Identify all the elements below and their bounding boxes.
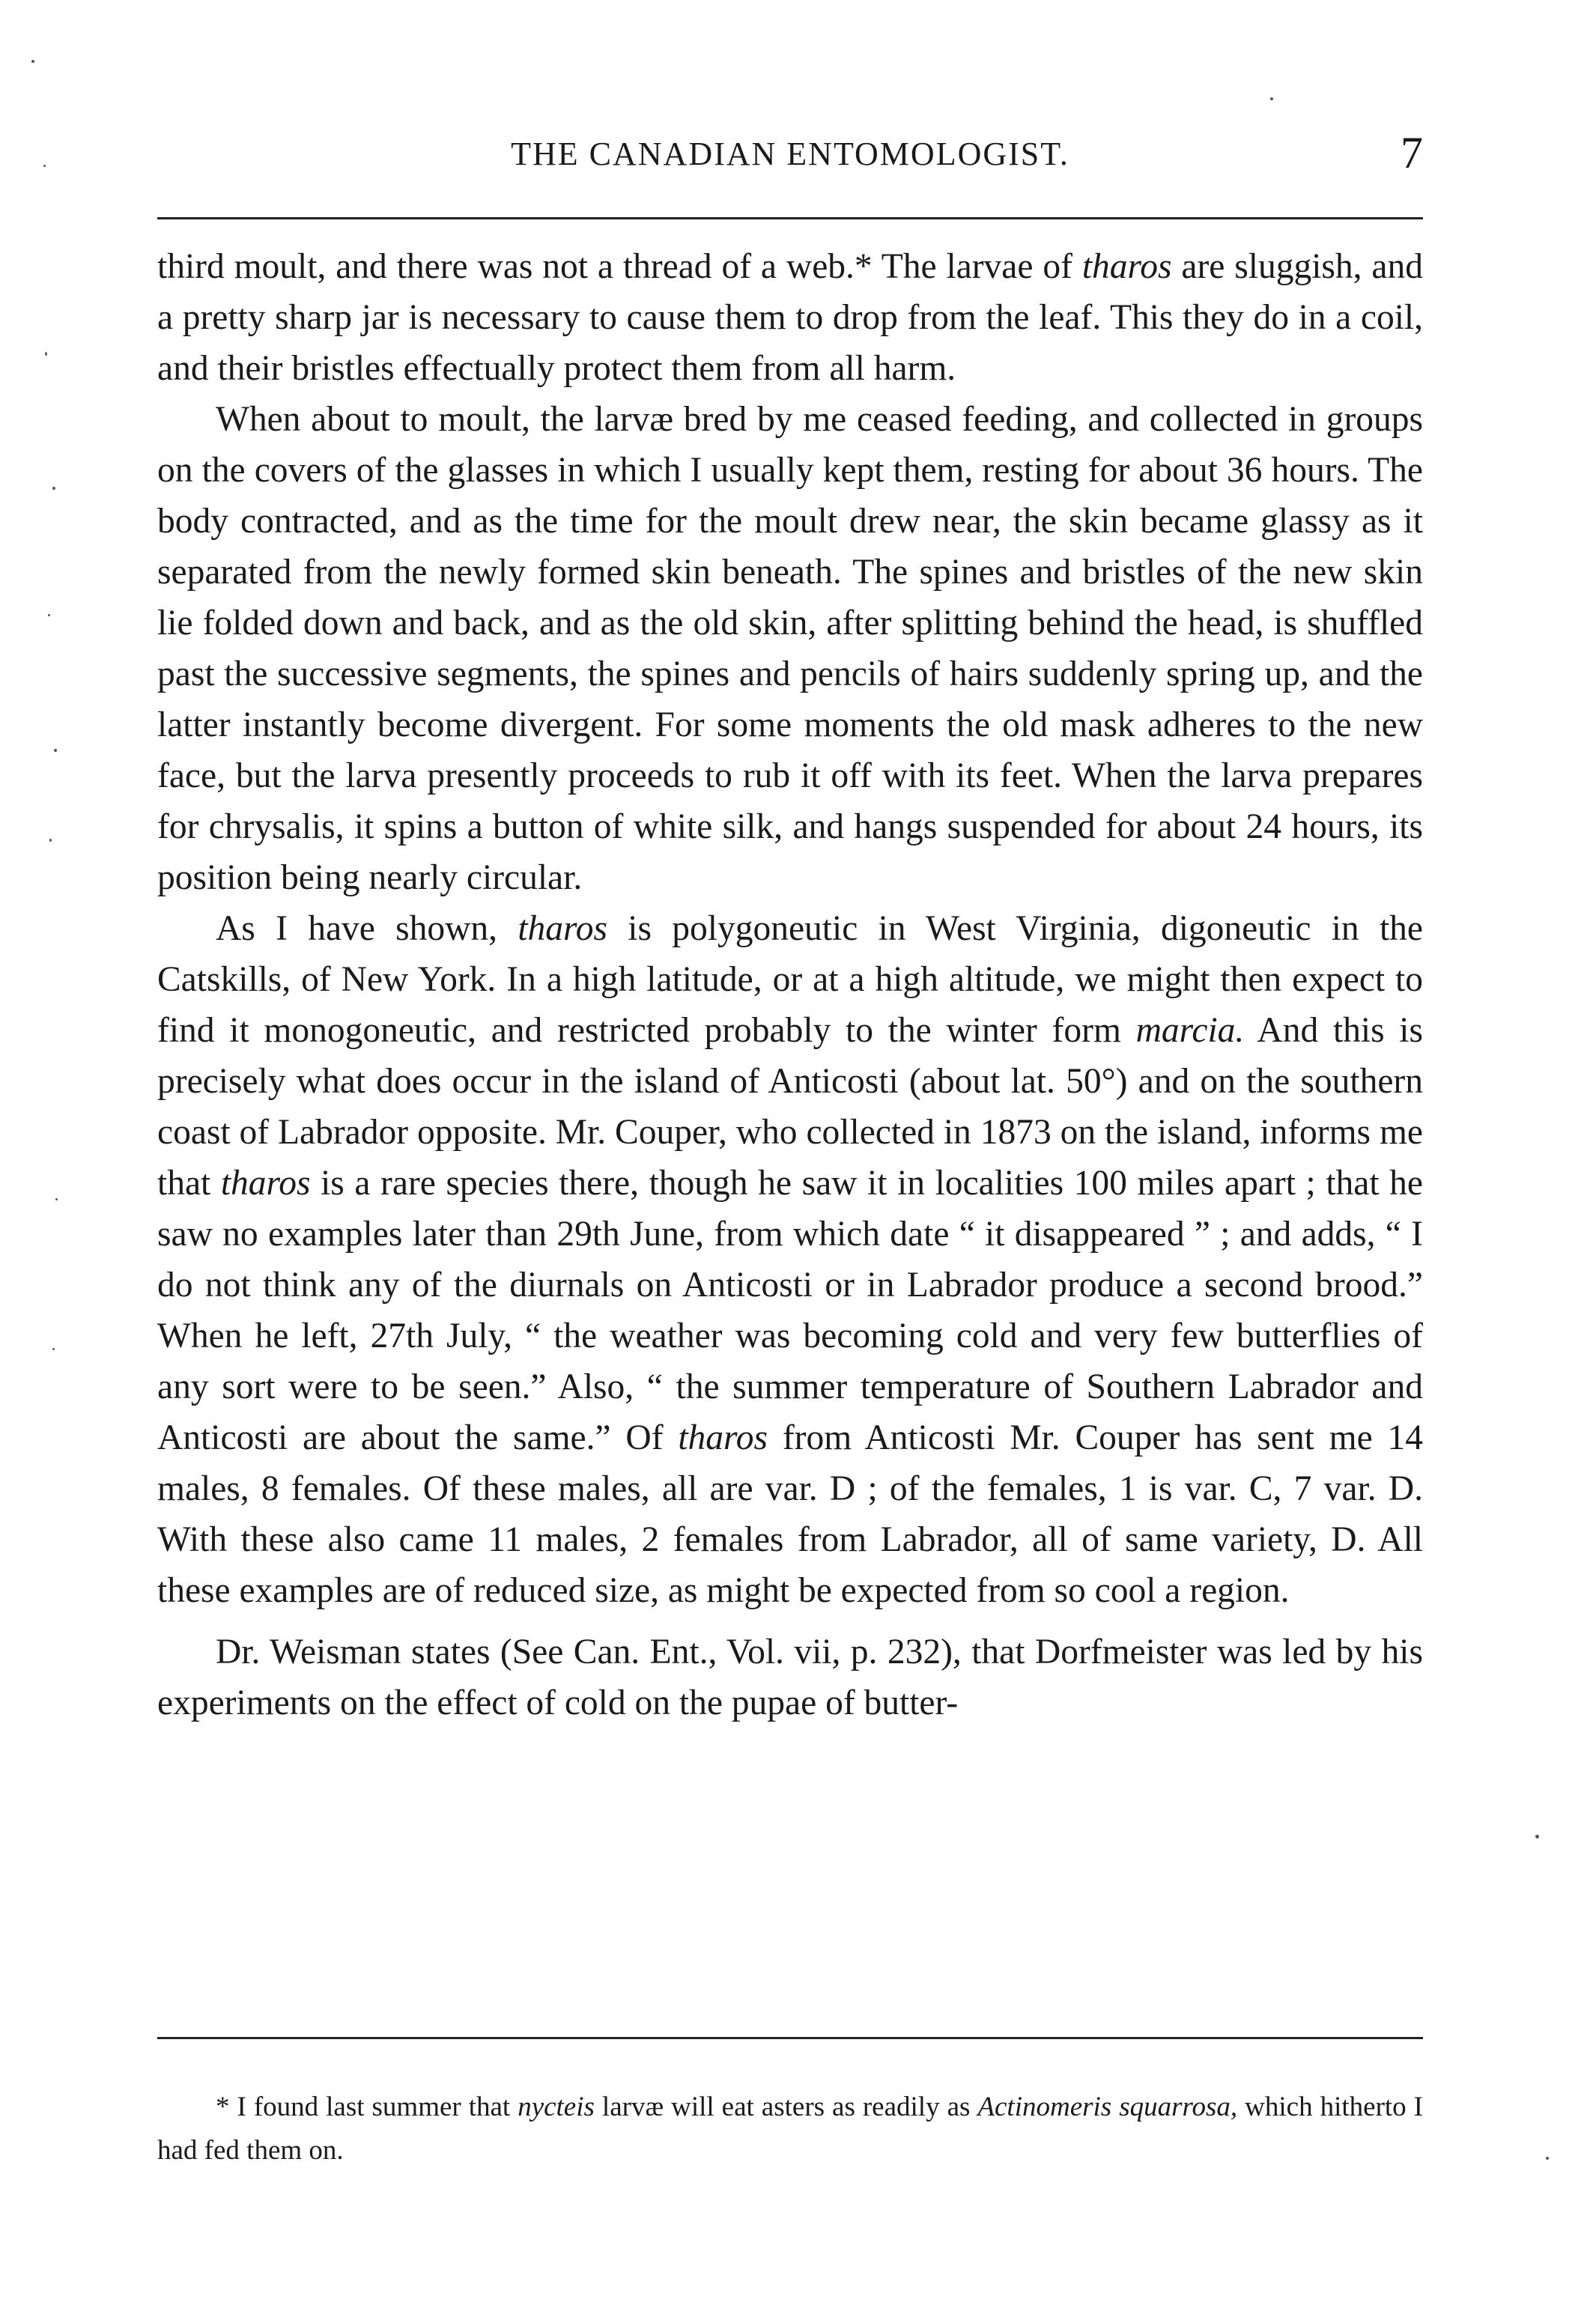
scan-speck xyxy=(52,1348,55,1350)
running-head xyxy=(157,127,1423,180)
italic-run: tharos xyxy=(518,909,608,948)
paragraph-weisman xyxy=(157,1627,1423,1728)
scan-speck xyxy=(1546,2157,1549,2160)
scan-speck xyxy=(1535,1835,1539,1838)
scan-speck xyxy=(49,839,52,842)
footnote-rule xyxy=(157,2037,1423,2039)
italic-run: tharos xyxy=(678,1418,768,1457)
text-run: As I have shown, xyxy=(216,909,518,948)
scan-speck xyxy=(48,614,50,616)
italic-run: tharos xyxy=(220,1164,311,1203)
footnote xyxy=(157,2086,1423,2172)
scan-speck xyxy=(1270,97,1273,100)
text-run: When about to moult, the larvæ bred by me ceased feeding, and collected in groups on the covers of the glasses in which I usually kept them, resting for about 36 hours. The body contracted, and as the time for the moult drew near, the skin became glassy as it separated from the newly formed skin beneath. The spines and bristles of the new skin lie folded down and back, and as the old skin, after splitting behind the head, is shuffled past the successive segments, the spines and pencils of hairs suddenly spring up, and the latter instantly become divergent. For some moments the old mask adheres to the new face, but the larva presently proceeds to rub it off with its feet. When the larva prepares for chrysalis, it spins a button of white silk, and hangs suspended for about 24 hours, its position being nearly circular. xyxy=(157,400,1423,897)
scan-speck xyxy=(43,165,46,167)
text-run: And this is precisely what does occur in the island of Anticosti (about lat. 50°) and on the southern coast of Labrador opposite. Mr. Couper, who collected in 1873 on the island, informs me that xyxy=(157,1011,1423,1203)
journal-title: THE CANADIAN ENTOMOLOGIST. xyxy=(511,136,1069,172)
paragraph-moulting xyxy=(157,394,1423,903)
text-run: are sluggish, and a pretty sharp jar is necessary to cause them to drop from the leaf. This they do in a coil, and their bristles effectually protect them from all harm. xyxy=(157,247,1423,388)
text-run: Dr. Weisman states (See Can. Ent., Vol. vii, p. 232), that Dorfmeister was led by his experiments on the effect of cold on the pupae of butter- xyxy=(157,1633,1423,1722)
paragraph-continued xyxy=(157,241,1423,394)
text-run: third moult, and there was not a thread of a web.* The larvae of xyxy=(157,247,1082,286)
italic-run: Actinomeris squarrosa, xyxy=(977,2092,1238,2122)
text-run: is a rare species there, though he saw it in localities 100 miles apart ; that he saw no examples later than 29th June, from which date “ it disappeared ” ; and adds, “ I do not think any of the diurnals on Anticosti or in Labrador produce a second brood.” When he left, 27th July, “ the weather was becoming cold and very few butterflies of any sort were to be seen.” Also, “ the summer temperature of Southern Labrador and Anticosti are about the same.” Of xyxy=(157,1164,1423,1457)
paragraph-anticosti xyxy=(157,903,1423,1616)
italic-run: tharos xyxy=(1081,247,1172,286)
header-rule xyxy=(157,217,1423,219)
scan-speck xyxy=(31,60,34,63)
page-number: 7 xyxy=(1401,128,1423,177)
text-run: from Anticosti Mr. Couper has sent me 14 males, 8 females. Of these males, all are var. D ; of the females, 1 is var. C, 7 var. D. With these also came 11 males, 2 females from Labrador, all of same variety, D. All these examples are of reduced size, as might be expected from so cool a region. xyxy=(157,1418,1423,1610)
text-run: is polygoneutic in West Virginia, digoneutic in the Catskills, of New York. In a high latitude, or at a high altitude, we might then expect to find it monogoneutic, and restricted probably to the winter form xyxy=(157,909,1424,1050)
text-run: * I found last summer that xyxy=(216,2092,518,2122)
body-text xyxy=(157,241,1423,1728)
scan-speck xyxy=(55,1198,58,1200)
italic-run: nycteis xyxy=(518,2092,595,2122)
text-run: larvæ will eat asters as readily as xyxy=(594,2092,978,2122)
scan-speck xyxy=(52,487,55,490)
scan-speck xyxy=(54,749,57,752)
scan-speck xyxy=(45,352,47,356)
italic-run: marcia. xyxy=(1135,1011,1245,1050)
text-run: which hitherto I had fed them on. xyxy=(157,2092,1424,2166)
